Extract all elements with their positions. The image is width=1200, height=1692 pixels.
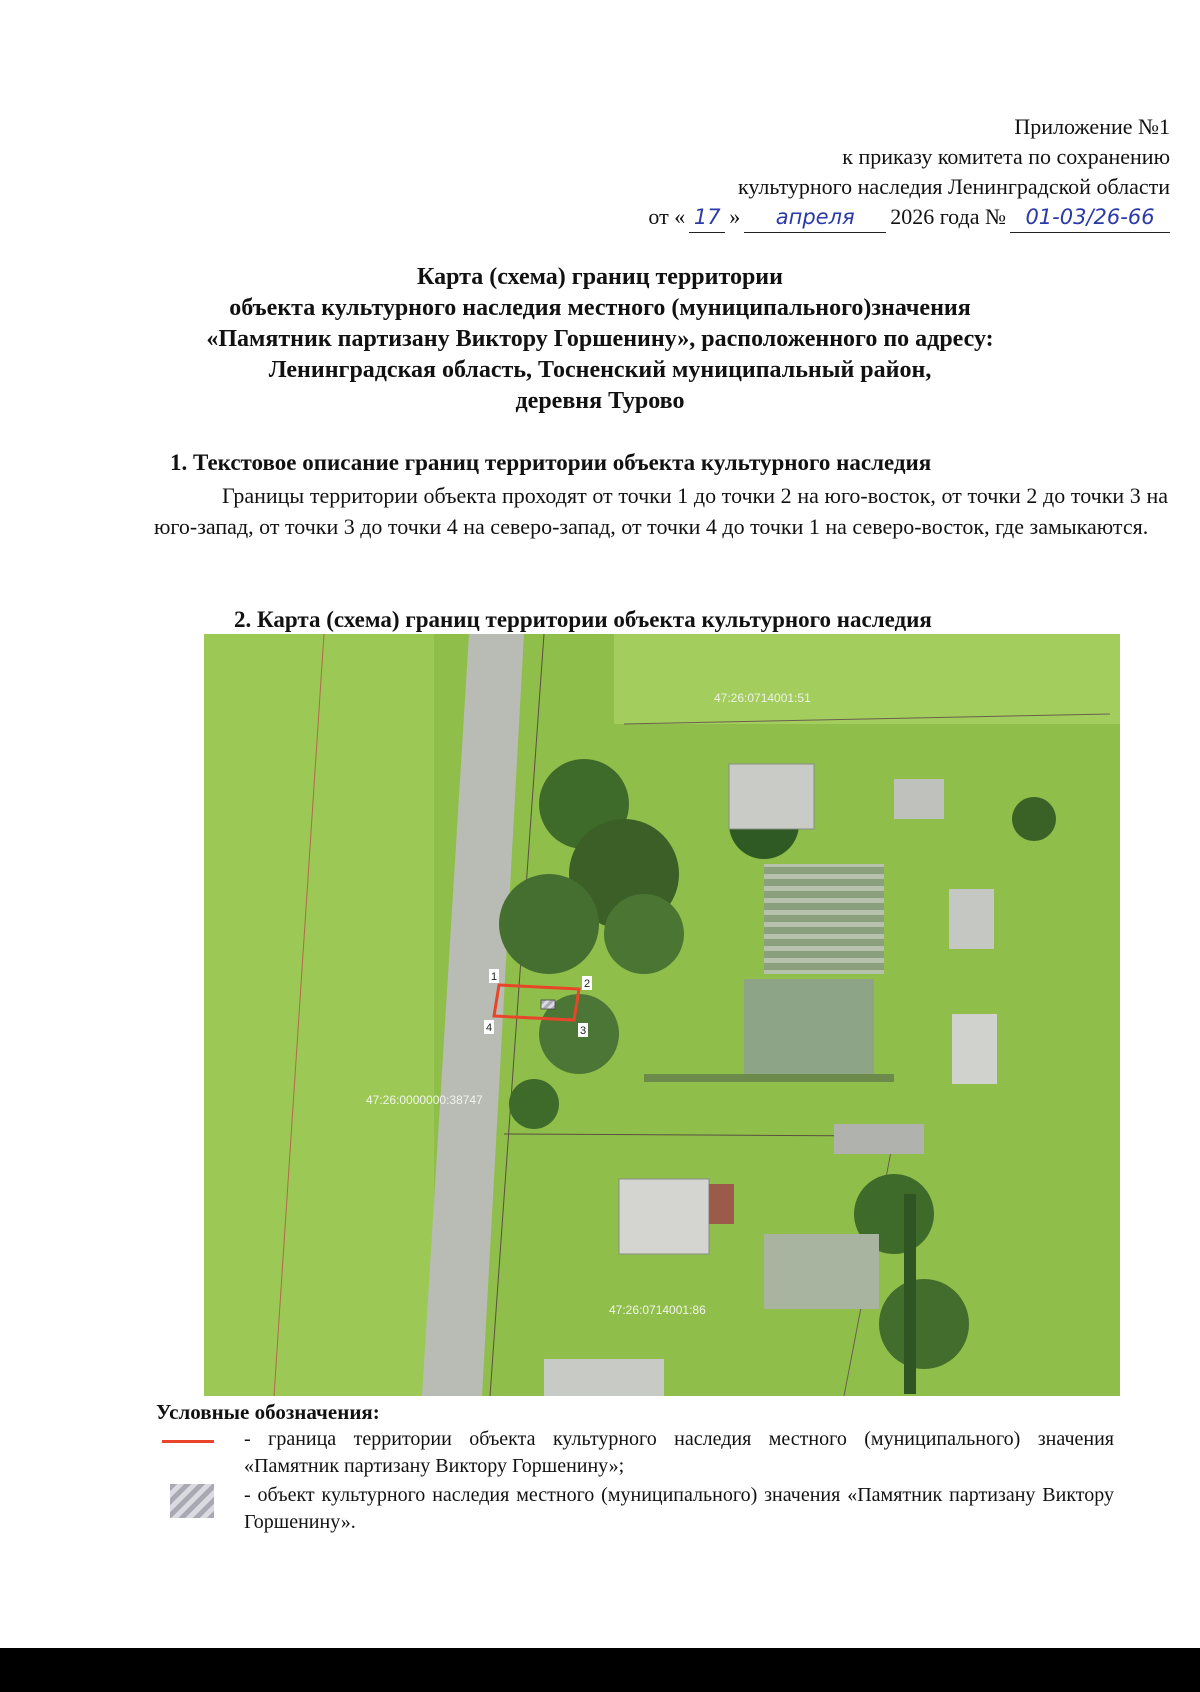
building: [952, 1014, 997, 1084]
appendix-date-line: [530, 202, 1170, 233]
garden-plot: [764, 864, 884, 974]
tree: [1012, 797, 1056, 841]
garden-plot: [744, 979, 874, 1079]
scan-bottom-edge: [0, 1648, 1200, 1692]
garden-plot: [764, 1234, 879, 1309]
building: [834, 1124, 924, 1154]
section-1-text: Границы территории объекта проходят от точки 1 до точки 2 на юго-восток, от точки 2 до точки 3 на юго-запад, от точки 3 до точки 4 на северо-запад, от точки 4 до точки 1 на северо-восток, где замыкаются.: [154, 483, 1168, 539]
point-1-text: 1: [491, 971, 498, 983]
building: [894, 779, 944, 819]
document-title: [100, 262, 1100, 417]
title-line-5: деревня Турово: [515, 388, 685, 414]
parcel-label-38747: 47:26:0000000:38747: [366, 1093, 483, 1107]
field-north: [614, 634, 1120, 724]
point-2-label: [582, 976, 592, 990]
legend-boundary-symbol: [162, 1440, 214, 1443]
fence: [904, 1194, 916, 1394]
fence: [644, 1074, 894, 1082]
handwritten-day: 17: [689, 202, 725, 233]
aerial-map: [204, 634, 1120, 1396]
point-3-text: 3: [580, 1025, 587, 1037]
appendix-order-line: к приказу комитета по сохранению: [842, 144, 1170, 169]
field-west: [204, 634, 434, 1396]
title-line-1: Карта (схема) границ территории: [417, 264, 783, 290]
map-drawing: [204, 634, 1120, 1396]
tree: [499, 874, 599, 974]
building: [619, 1179, 709, 1254]
tree: [879, 1279, 969, 1369]
tree: [509, 1079, 559, 1129]
tree: [604, 894, 684, 974]
point-3-label: [578, 1023, 588, 1037]
appendix-header: [530, 112, 1170, 233]
monument-object: [541, 1000, 555, 1009]
building: [949, 889, 994, 949]
appendix-title: Приложение №1: [1014, 114, 1170, 139]
building: [709, 1184, 734, 1224]
date-prefix: от «: [648, 204, 686, 229]
year-text: 2026 года №: [890, 204, 1006, 229]
building: [729, 764, 814, 829]
point-2-text: 2: [584, 978, 591, 990]
section-1-heading: 1. Текстовое описание границ территории объекта культурного наследия: [170, 450, 932, 475]
parcel-label-51: 47:26:0714001:51: [714, 691, 811, 705]
title-line-2: объекта культурного наследия местного (муниципального)значения: [229, 295, 971, 321]
legend-title: Условные обозначения:: [156, 1400, 380, 1424]
legend-object-symbol: [170, 1484, 214, 1518]
appendix-committee-line: культурного наследия Ленинградской области: [738, 174, 1170, 199]
title-line-4: Ленинградская область, Тосненский муниципальный район,: [268, 357, 932, 383]
date-quote-close: »: [729, 204, 741, 229]
section-2-heading: 2. Карта (схема) границ территории объекта культурного наследия: [234, 607, 932, 632]
point-4-label: [484, 1020, 494, 1034]
point-4-text: 4: [486, 1022, 493, 1034]
parcel-label-86: 47:26:0714001:86: [609, 1303, 706, 1317]
handwritten-month: апреля: [744, 202, 886, 233]
title-line-3: «Памятник партизану Виктору Горшенину», расположенного по адресу:: [206, 326, 994, 352]
point-1-label: [489, 969, 499, 983]
legend-object-text: - объект культурного наследия местного (муниципального) значения «Памятник партизану Виктору Горшенину».: [244, 1484, 1114, 1533]
legend-boundary-text: - граница территории объекта культурного наследия местного (муниципального) значения «Памятник партизану Виктору Горшенину»;: [244, 1428, 1114, 1477]
handwritten-order-number: 01-03/26-66: [1010, 202, 1170, 233]
building: [544, 1359, 664, 1396]
